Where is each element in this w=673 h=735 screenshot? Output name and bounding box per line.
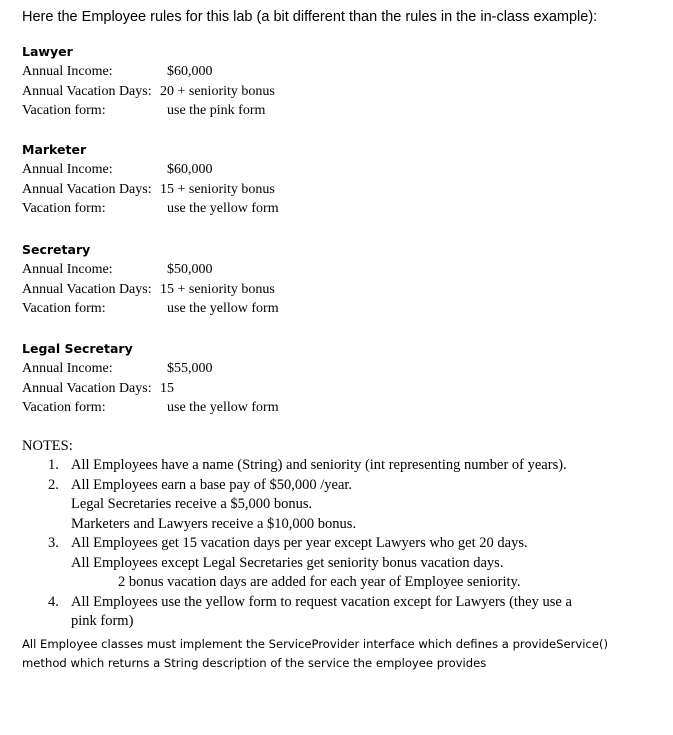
vacation-label: Annual Vacation Days: [22,380,152,396]
income-value: $60,000 [167,64,213,79]
vacation-label: Annual Vacation Days: [22,181,152,197]
income-value: $55,000 [167,361,213,376]
vacation-value: 15 + seniority bonus [160,181,275,197]
income-row [22,160,442,180]
note-subline [22,515,662,535]
note-text: 2 bonus vacation days are added for each year of Employee seniority. [118,574,521,590]
note-subline [22,612,662,632]
note-item [22,534,662,554]
form-value: use the yellow form [167,201,279,216]
role-title: Lawyer [22,44,73,59]
form-row [22,101,442,121]
income-row [22,62,442,82]
vacation-row [22,280,442,300]
interface-requirement-text: All Employee classes must implement the ServiceProvider interface which defines a provideService() method which returns a String description of the service the employee provides [22,637,609,670]
form-label: Vacation form: [22,400,106,415]
form-label: Vacation form: [22,301,106,316]
role-section-secretary [22,240,442,319]
form-label: Vacation form: [22,103,106,118]
note-number: 4. [48,593,59,610]
note-item [22,476,662,496]
form-label: Vacation form: [22,201,106,216]
notes-section [22,436,662,632]
vacation-label: Annual Vacation Days: [22,83,152,99]
form-value: use the yellow form [167,301,279,316]
form-value: use the yellow form [167,400,279,415]
form-value: use the pink form [167,103,266,118]
note-text: pink form) [71,613,134,629]
income-label: Annual Income: [22,64,113,79]
role-title: Marketer [22,142,87,157]
income-row [22,359,442,379]
vacation-value: 20 + seniority bonus [160,83,275,99]
note-subline [22,495,662,515]
income-label: Annual Income: [22,361,113,376]
role-section-marketer [22,140,442,219]
income-value: $50,000 [167,262,213,277]
income-label: Annual Income: [22,262,113,277]
notes-heading: NOTES: [22,438,73,454]
vacation-row [22,82,442,102]
vacation-value: 15 [160,380,174,396]
note-number: 2. [48,476,59,493]
role-title: Secretary [22,242,91,257]
vacation-row [22,379,442,399]
note-text: All Employees earn a base pay of $50,000 /year. [71,476,353,493]
vacation-row [22,180,442,200]
note-text: All Employees use the yellow form to request vacation except for Lawyers (they use a [71,593,572,610]
note-item [22,456,662,476]
role-section-legal-secretary [22,339,442,418]
income-label: Annual Income: [22,162,113,177]
form-row [22,199,442,219]
income-row [22,260,442,280]
vacation-value: 15 + seniority bonus [160,281,275,297]
note-subline [22,573,662,593]
role-section-lawyer [22,42,442,121]
income-value: $60,000 [167,162,213,177]
note-text: All Employees except Legal Secretaries get seniority bonus vacation days. [71,554,504,571]
vacation-label: Annual Vacation Days: [22,281,152,297]
notes-list [22,456,662,632]
intro-text: Here the Employee rules for this lab (a bit different than the rules in the in-class example): [22,9,598,25]
form-row [22,299,442,319]
note-item [22,593,662,613]
note-text: All Employees get 15 vacation days per year except Lawyers who get 20 days. [71,535,528,551]
note-number: 3. [48,535,59,551]
note-subline [22,554,662,574]
note-number: 1. [48,457,59,473]
note-text: Legal Secretaries receive a $5,000 bonus. [71,496,313,512]
note-text: Marketers and Lawyers receive a $10,000 bonus. [71,515,357,532]
role-title: Legal Secretary [22,341,133,356]
form-row [22,398,442,418]
note-text: All Employees have a name (String) and seniority (int representing number of years). [71,457,567,473]
